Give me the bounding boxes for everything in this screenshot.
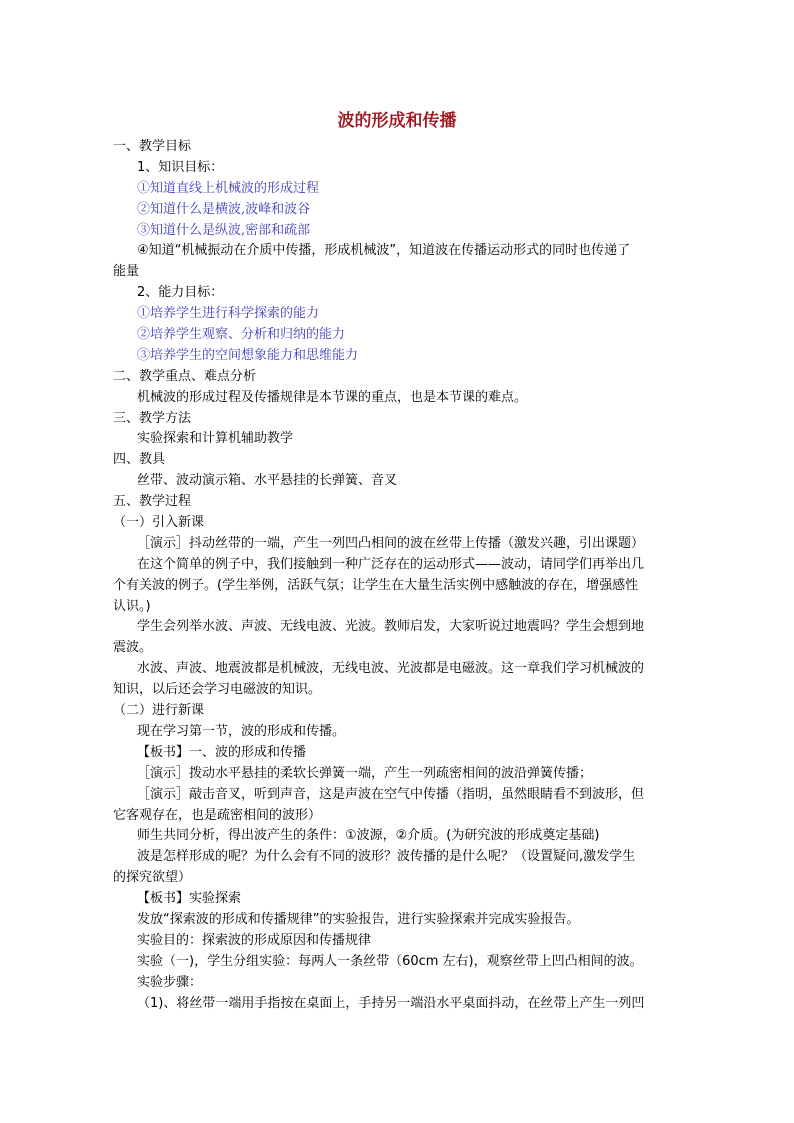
paragraph-line: ①知道直线上机械波的形成过程 [137, 180, 320, 196]
paragraph-line: 【板书】实验探索 [137, 891, 242, 907]
paragraph-line: ②培养学生观察、分析和归纳的能力 [137, 327, 346, 343]
paragraph-line: 一、教学目标 [113, 139, 192, 154]
paragraph-line: ［演示］拨动水平悬挂的柔软长弹簧一端，产生一列疏密相间的波沿弹簧传播； [137, 765, 593, 781]
paragraph-line: ②知道什么是横波,波峰和波谷 [137, 201, 311, 217]
paragraph-line: （一）引入新课 [113, 515, 205, 531]
paragraph-line: 【板书】一、波的形成和传播 [137, 744, 307, 760]
paragraph-line: ①培养学生进行科学探索的能力 [137, 306, 320, 322]
paragraph-line: 它客观存在，也是疏密相间的波形） [113, 807, 322, 823]
paragraph-line: 知识，以后还会学习电磁波的知识。 [113, 682, 322, 698]
paragraph-line: 学生会列举水波、声波、无线电波、光波。教师启发，大家听说过地震吗？学生会想到地 [137, 619, 645, 635]
paragraph-line: 认识。) [113, 598, 151, 614]
paragraph-line: 发放“探索波的形成和传播规律”的实验报告，进行实验探索并完成实验报告。 [137, 911, 580, 927]
paragraph-line: ［演示］敲击音叉，听到声音，这是声波在空气中传播（指明，虽然眼睛看不到波形，但 [137, 786, 645, 802]
paragraph-line: （1)、将丝带一端用手指按在桌面上，手持另一端沿水平桌面抖动，在丝带上产生一列凹 [137, 995, 645, 1011]
paragraph-line: 1、知识目标： [137, 159, 224, 175]
paragraph-line: 丝带、波动演示箱、水平悬挂的长弹簧、音叉 [137, 473, 398, 489]
paragraph-line: 个有关波的例子。(学生举例，活跃气氛；让学生在大量生活实例中感触波的存在，增强感性 [113, 577, 639, 593]
paragraph-line: ［演示］抖动丝带的一端，产生一列凹凸相间的波在丝带上传播（激发兴趣，引出课题） [137, 535, 645, 551]
paragraph-line: 现在学习第一节，波的形成和传播。 [137, 723, 346, 739]
paragraph-line: 实验步骤： [137, 974, 203, 990]
paragraph-line: ④知道“机械振动在介质中传播，形成机械波”，知道波在传播运动形式的同时也传递了 [137, 243, 631, 259]
paragraph-line: 四、教具 [113, 452, 166, 468]
paragraph-line: 实验目的：探索波的形成原因和传播规律 [137, 932, 372, 948]
page-title: 波的形成和传播 [337, 111, 457, 131]
paragraph-line: 波是怎样形成的呢？为什么会有不同的波形？波传播的是什么呢？（设置疑问,激发学生 [137, 849, 636, 865]
paragraph-line: ③知道什么是纵波,密部和疏部 [137, 222, 311, 238]
paragraph-line: 二、教学重点、难点分析 [113, 368, 257, 384]
paragraph-line: 2、能力目标： [137, 285, 224, 301]
paragraph-line: 水波、声波、地震波都是机械波，无线电波、光波都是电磁波。这一章我们学习机械波的 [137, 661, 645, 677]
paragraph-line: 实验探索和计算机辅助教学 [137, 431, 294, 447]
paragraph-line: 三、教学方法 [113, 410, 192, 426]
paragraph-line: 的探究欲望） [113, 870, 192, 886]
paragraph-line: 震波。 [113, 640, 153, 656]
paragraph-line: 机械波的形成过程及传播规律是本节课的重点，也是本节课的难点。 [137, 389, 528, 405]
paragraph-line: 师生共同分析，得出波产生的条件：①波源，②介质。(为研究波的形成奠定基础) [137, 828, 600, 844]
paragraph-line: （二）进行新课 [113, 703, 205, 719]
paragraph-line: 实验（一)，学生分组实验：每两人一条丝带（60cm 左右)，观察丝带上凹凸相间的波。 [137, 953, 643, 969]
paragraph-line: 能量 [113, 264, 140, 280]
paragraph-line: 五、教学过程 [113, 494, 192, 510]
paragraph-line: 在这个简单的例子中，我们接触到一种广泛存在的运动形式——波动，请同学们再举出几 [137, 556, 645, 572]
document-body [113, 137, 683, 1014]
paragraph-line: ③培养学生的空间想象能力和思维能力 [137, 347, 359, 363]
